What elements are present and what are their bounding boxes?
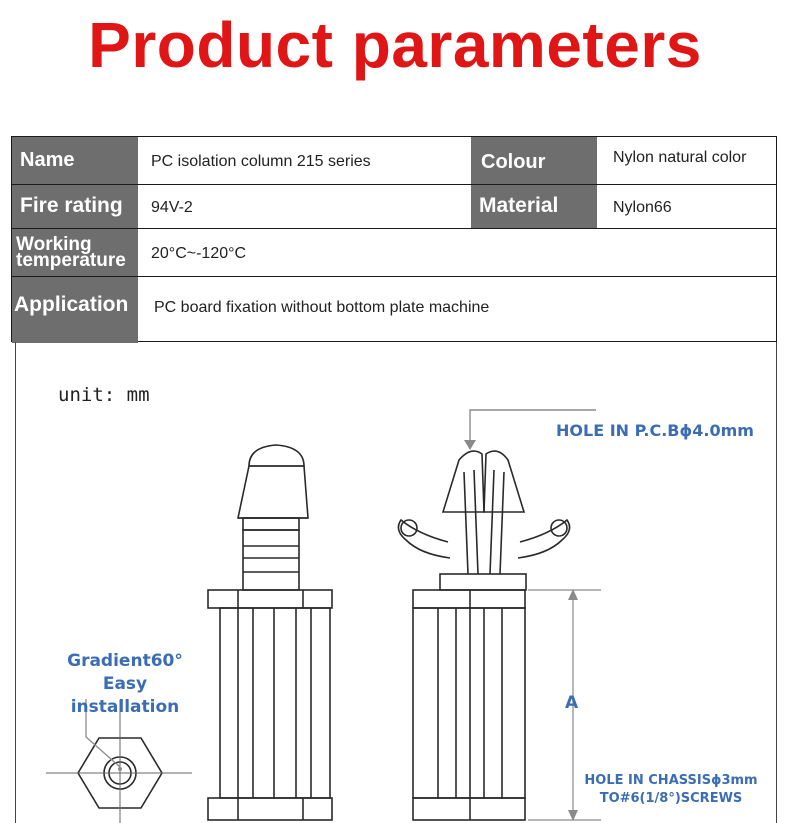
left-top-flange [208,590,332,608]
gradient-note-line1: Gradient60° [67,651,183,671]
name-label: Name [12,137,138,184]
gradient-note-line2: Easy installation [70,674,180,717]
material-label: Material [471,185,597,228]
working-temperature-label-line2: temperature [16,250,126,271]
application-value: PC board fixation without bottom plate machine [154,299,490,316]
page-title: Product parameters [88,9,702,81]
table-row [12,137,776,185]
technical-drawing-svg [16,342,778,823]
table-row [12,229,776,277]
technical-drawing [15,342,777,823]
right-wing-left [398,520,450,558]
working-temperature-label [12,229,138,276]
pcb-hole-note: HOLE IN P.C.Bϕ4.0mm [556,421,754,440]
colour-label: Colour [471,137,597,184]
table-row [12,185,776,229]
dimension-arrow-bottom [568,810,578,821]
working-temperature-label-line1: Working [16,234,92,255]
chassis-hole-note-line1: HOLE IN CHASSISϕ3mm [584,773,758,788]
unit-label: unit: mm [58,384,150,406]
right-neck [440,574,526,590]
colour-value: Nylon natural color [613,149,747,166]
left-body [220,608,330,798]
right-bottom-flange [413,798,525,820]
left-cap-dome [249,445,304,466]
right-body [413,608,525,798]
chassis-hole-note-line2: TO#6(1/8°)SCREWS [599,791,743,806]
parameters-table [11,136,777,342]
right-head-left-half [443,451,484,512]
name-value: PC isolation column 215 series [151,153,371,170]
dimension-arrow-top [568,589,578,600]
left-neck [243,530,299,590]
right-top-flange [413,590,525,608]
fire-rating-value: 94V-2 [151,199,193,216]
table-row [12,277,776,343]
application-label: Application [12,277,138,343]
gradient-note [50,650,200,719]
left-bottom-flange [208,798,332,820]
left-cone-head [238,466,308,518]
working-temperature-value: 20°C~-120°C [151,245,247,262]
right-wing-right [518,520,570,558]
dimension-a-label: A [565,693,579,713]
pcb-hole-arrow [464,440,476,450]
fire-rating-label: Fire rating [12,185,138,228]
chassis-hole-note [581,772,761,808]
material-value: Nylon66 [613,199,672,216]
